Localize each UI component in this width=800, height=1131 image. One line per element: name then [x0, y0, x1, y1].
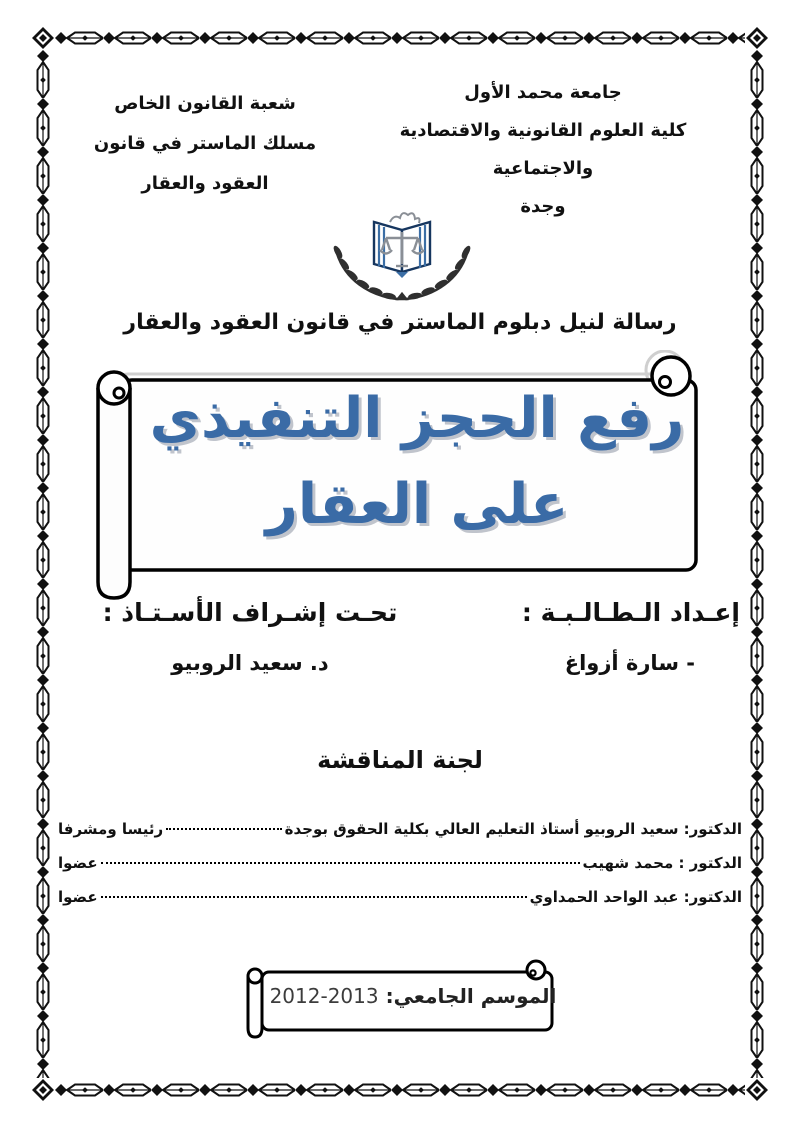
member-role: عضوا	[58, 854, 98, 872]
branch-header	[55, 84, 355, 204]
dotted-leader	[101, 862, 580, 864]
faculty-law-logo-icon	[322, 206, 482, 302]
university-header	[378, 74, 708, 226]
border-bottom-ornament	[55, 1082, 745, 1098]
border-right-ornament	[749, 50, 765, 1078]
student-heading: إعـداد الـطـالـبـة :	[521, 598, 740, 627]
thesis-title-line1: رفع الحجز التنفيذي	[149, 386, 685, 451]
academic-year-scroll	[238, 958, 572, 1046]
supervisor-name: د. سعيد الروبيو	[171, 651, 329, 675]
committee-member-row	[58, 854, 742, 888]
border-corner-icon	[745, 1078, 769, 1102]
faculty-name-cont: والاجتماعية	[492, 158, 594, 179]
university-name: جامعة محمد الأول	[464, 82, 622, 103]
master-track: مسلك الماستر في قانون	[93, 133, 317, 154]
committee-member-row	[58, 888, 742, 922]
member-role: عضوا	[58, 888, 98, 906]
border-corner-icon	[745, 26, 769, 50]
academic-year-value: 2013-2012	[269, 984, 379, 1008]
student-name: - سارة أزواغ	[564, 651, 695, 675]
credits-row	[60, 598, 740, 675]
dotted-leader	[101, 896, 527, 898]
thesis-title-line2: على العقار	[265, 472, 569, 537]
thesis-title	[140, 376, 694, 548]
border-corner-icon	[31, 1078, 55, 1102]
member-role: رئيسا ومشرفا	[58, 820, 164, 838]
city-name: وجدة	[520, 196, 566, 217]
border-top-ornament	[55, 30, 745, 46]
title-scroll	[88, 350, 710, 608]
academic-year	[268, 984, 558, 1008]
member-name: الدكتور: عبد الواحد الحمداوي	[529, 888, 742, 906]
supervisor-block	[60, 598, 400, 675]
committee-list	[58, 820, 742, 922]
master-track-cont: العقود والعقار	[141, 173, 269, 194]
faculty-name: كلية العلوم القانونية والاقتصادية	[399, 120, 687, 141]
academic-year-label: الموسم الجامعي:	[385, 984, 557, 1008]
committee-member-row	[58, 820, 742, 854]
committee-heading: لجنة المناقشة	[317, 746, 483, 774]
branch-name: شعبة القانون الخاص	[114, 93, 296, 114]
border-corner-icon	[31, 26, 55, 50]
supervisor-heading: تحـت إشـراف الأسـتـاذ :	[102, 598, 398, 627]
member-name: الدكتور : محمد شهيب	[582, 854, 742, 872]
student-block	[400, 598, 740, 675]
thesis-statement: رسالة لنيل دبلوم الماستر في قانون العقود والعقار	[123, 310, 677, 335]
dotted-leader	[166, 828, 281, 830]
border-left-ornament	[35, 50, 51, 1078]
member-name: الدكتور: سعيد الروبيو أستاذ التعليم العالي بكلية الحقوق بوجدة	[284, 820, 742, 838]
